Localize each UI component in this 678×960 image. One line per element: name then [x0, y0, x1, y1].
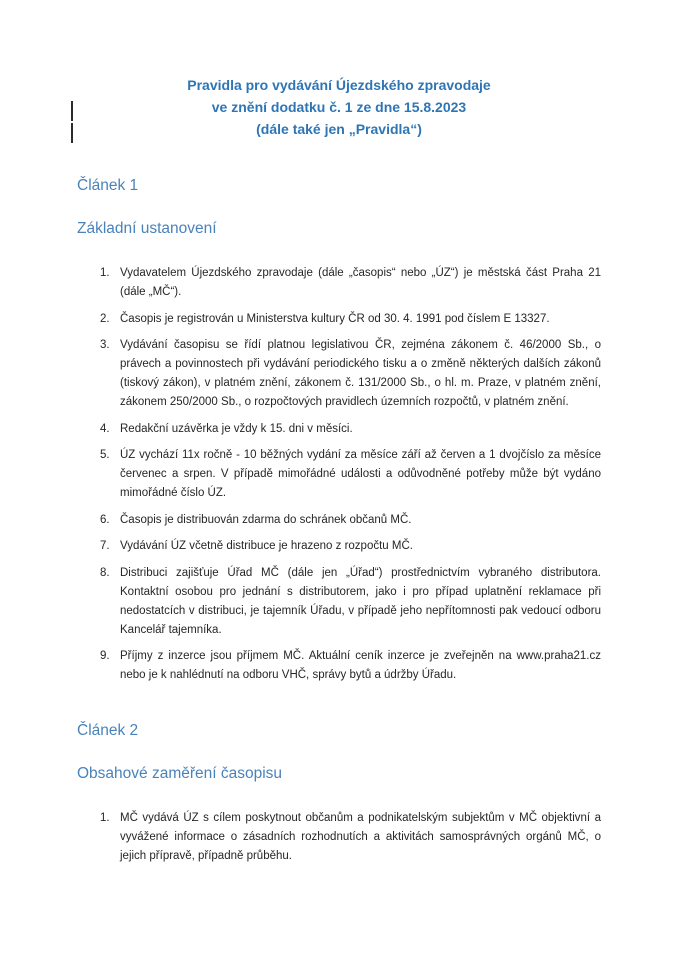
article-2-heading: Článek 2 — [77, 722, 139, 739]
list-item — [77, 511, 601, 530]
list-item-number: 6. — [100, 513, 110, 526]
list-item-text: Redakční uzávěrka je vždy k 15. dni v měsíci. — [120, 422, 353, 435]
title-line-2: ve znění dodatku č. 1 ze dne 15.8.2023 — [211, 99, 467, 115]
list-item — [77, 809, 601, 866]
list-item-number: 1. — [100, 267, 110, 279]
list-item-number: 7. — [100, 540, 110, 552]
list-item — [77, 564, 601, 640]
list-item — [77, 647, 601, 685]
list-item-number: 8. — [100, 566, 110, 579]
list-item — [77, 446, 601, 503]
list-item-number: 5. — [100, 449, 110, 461]
list-item-text: Vydavatelem Újezdského zpravodaje (dále „časopis“ nebo „ÚZ“) je městská část Praha 21 (dále „MČ“). — [120, 267, 601, 298]
list-item-text: Časopis je registrován u Ministerstva kultury ČR od 30. 4. 1991 pod číslem E 13327. — [120, 312, 550, 325]
list-item-text: MČ vydává ÚZ s cílem poskytnout občanům a podnikatelským subjektům v MČ objektivní a vyvážené informace o zásadních rozhodnutích a aktivitách samosprávných orgánů MČ, o jejich přípravě, případně průběhu. — [120, 812, 601, 862]
list-item — [77, 537, 601, 556]
list-item-number: 4. — [100, 422, 110, 435]
list-item-text: Vydávání časopisu se řídí platnou legislativou ČR, zejména zákonem č. 46/2000 Sb., o právech a povinnostech při vydávání periodického tisku a o změně některých dalších zákonů (tiskový zákon), v platném znění, zákonem č. 131/2000 Sb., o hl. m. Praze, v platném znění, zákonem 250/2000 Sb., o rozpočtových pravidlech územních rozpočtů, v platném znění. — [120, 339, 601, 408]
list-item — [77, 264, 601, 302]
title-line-3: (dále také jen „Pravidla“) — [256, 121, 422, 137]
list-item-number: 2. — [100, 312, 110, 325]
list-item-text: Distribuci zajišťuje Úřad MČ (dále jen „Úřad“) prostřednictvím vybraného distributora. Kontaktní osobou pro jednání s distributorem, jako i pro případ uplatnění reklamace při nedostatcích v distribuci, je tajemník Úřadu, v případě jeho nepřítomnosti pak vedoucí odboru Kancelář tajemníka. — [120, 566, 601, 636]
list-item-number: 1. — [100, 812, 110, 824]
list-item-text: Vydávání ÚZ včetně distribuce je hrazeno z rozpočtu MČ. — [120, 540, 413, 552]
list-item-number: 3. — [100, 339, 110, 351]
article-1-subheading: Základní ustanovení — [77, 220, 217, 237]
list-item-text: ÚZ vychází 11x ročně - 10 běžných vydání za měsíce září až červen a 1 dvojčíslo za měsíce červenec a srpen. V případě mimořádné události a odůvodněné potřeby může být vydáno mimořádné číslo ÚZ. — [120, 449, 601, 499]
list-item-number: 9. — [100, 650, 110, 662]
list-item — [77, 336, 601, 412]
revision-change-bar — [71, 101, 73, 121]
article-1-heading: Článek 1 — [77, 177, 139, 194]
section-article-2 — [77, 721, 601, 866]
revision-change-bar — [71, 123, 73, 143]
title-line-1: Pravidla pro vydávání Újezdského zpravodaje — [187, 77, 491, 93]
article-1-list — [77, 264, 601, 685]
list-item — [77, 310, 601, 329]
list-item-text: Časopis je distribuován zdarma do schránek občanů MČ. — [120, 513, 412, 526]
section-article-1 — [77, 176, 601, 685]
list-item-text: Příjmy z inzerce jsou příjmem MČ. Aktuální ceník inzerce je zveřejněn na www.praha21.cz nebo je k nahlédnutí na odboru VHČ, správy bytů a údržby Úřadu. — [120, 650, 601, 681]
article-2-subheading: Obsahové zaměření časopisu — [77, 765, 283, 782]
document-title — [77, 74, 601, 140]
list-item — [77, 420, 601, 439]
article-2-list — [77, 809, 601, 866]
